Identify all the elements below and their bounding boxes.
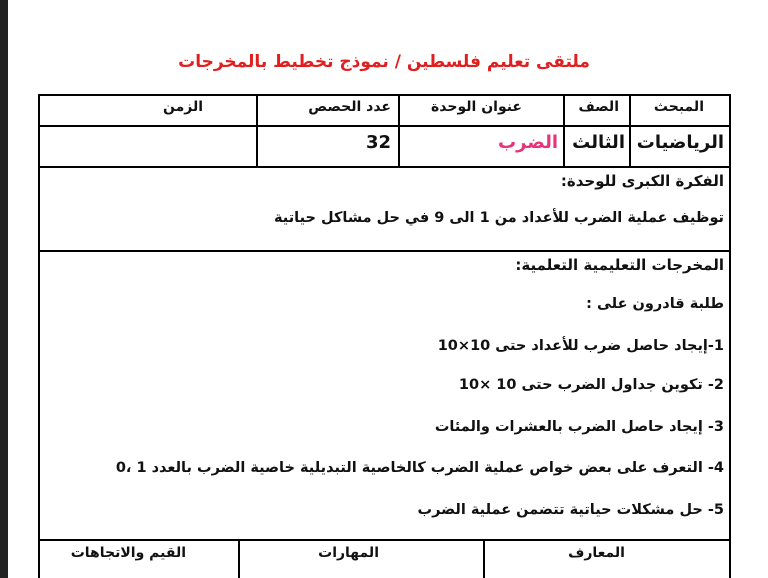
table-border-top [38,94,731,96]
header-grade: الصف [578,99,619,115]
value-grade: الثالث [572,132,625,153]
footer-skills: المهارات [318,545,379,561]
row-divider [38,166,731,168]
header-subject: المبحث [653,99,704,115]
col-divider [483,539,485,578]
row-divider [38,539,731,541]
col-divider [629,94,631,167]
row-divider [38,250,731,252]
value-subject: الرياضيات [636,132,724,153]
page-title: ملتقى تعليم فلسطين / نموذج تخطيط بالمخرجات [178,52,590,72]
footer-knowledge: المعارف [568,545,625,561]
list-item: 4- التعرف على بعض خواص عملية الضرب كالخاصية التبديلية خاصية الضرب بالعدد 1 ،0 [115,460,724,476]
outcomes-intro: طلبة قادرون على : [586,296,724,312]
row-divider [38,125,731,127]
value-periods: 32 [365,132,391,153]
list-item: 2- تكوين جداول الضرب حتى 10 ×10 [458,377,724,393]
col-divider [398,94,400,167]
big-idea-label: الفكرة الكبرى للوحدة: [560,172,724,190]
outcomes-label: المخرجات التعليمية التعلمية: [515,256,724,274]
header-time: الزمن [162,99,203,115]
col-divider [563,94,565,167]
list-item: 3- إيجاد حاصل الضرب بالعشرات والمئات [434,419,724,435]
col-divider [256,94,258,167]
list-item: 5- حل مشكلات حياتية تتضمن عملية الضرب [417,502,724,518]
col-divider [238,539,240,578]
list-item: 1-إيجاد حاصل ضرب للأعداد حتى 10×10 [437,338,724,354]
header-unit-title: عنوان الوحدة [431,99,522,115]
footer-values: القيم والاتجاهات [70,545,186,561]
page-edge-bar [0,0,8,578]
header-periods: عدد الحصص [308,99,391,115]
big-idea-text: توظيف عملية الضرب للأعداد من 1 الى 9 في حل مشاكل حياتية [274,210,724,226]
value-unit-title: الضرب [498,132,558,153]
